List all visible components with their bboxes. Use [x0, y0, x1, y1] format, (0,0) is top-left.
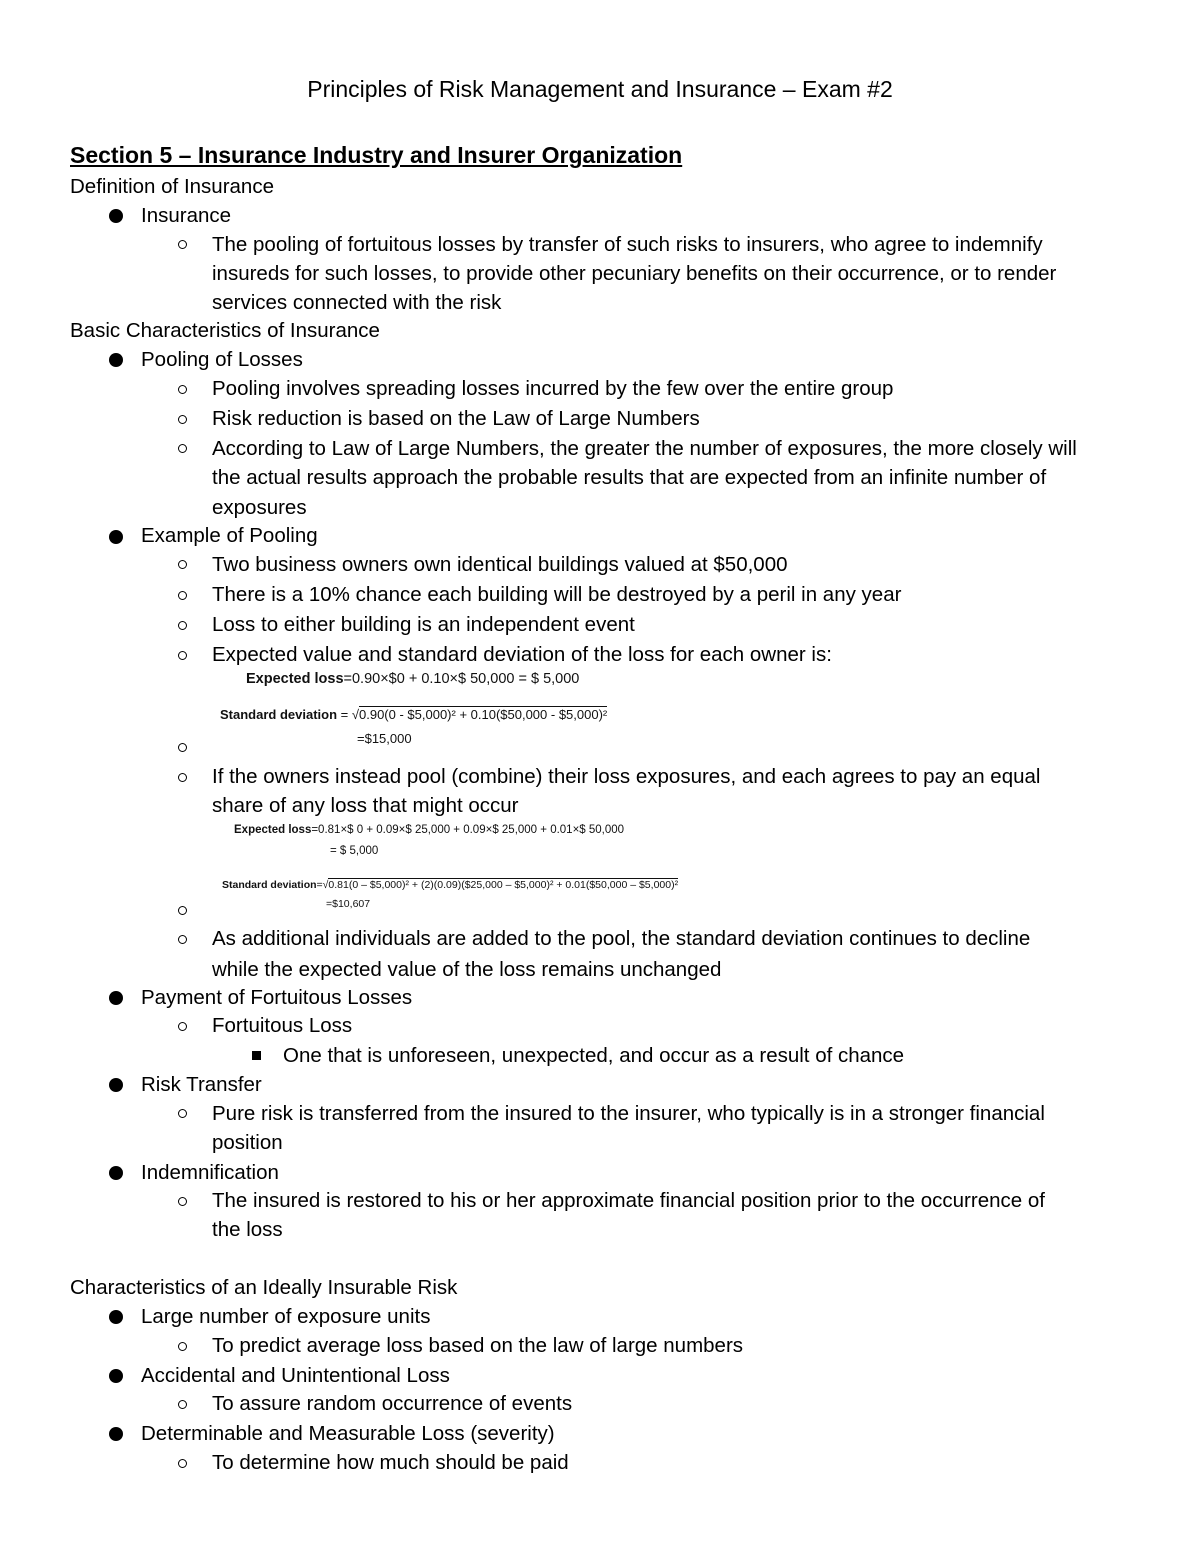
list-item-text: Fortuitous Loss [212, 1014, 353, 1037]
bullet-circle [178, 1459, 187, 1468]
formula-standard-deviation-single [220, 707, 607, 722]
formula-label: Standard deviation [222, 879, 317, 891]
list-item-text: exposures [212, 496, 307, 519]
bullet-dot [109, 991, 123, 1005]
list-item-text: As additional individuals are added to the pool, the standard deviation continues to decline [212, 927, 1031, 950]
list-item-text: the actual results approach the probable results that are expected from an infinite number of [212, 466, 1047, 489]
list-item: Example of Pooling [141, 524, 318, 547]
bullet-square [252, 1051, 261, 1060]
list-item-text: insureds for such losses, to provide other pecuniary benefits on their occurrence, or to render [212, 262, 1057, 285]
bullet-circle [178, 1109, 187, 1118]
formula-standard-deviation-pooled [222, 879, 678, 891]
list-item-text: The pooling of fortuitous losses by transfer of such risks to insurers, who agree to indemnify [212, 233, 1043, 256]
list-item-text: The insured is restored to his or her approximate financial position prior to the occurrence of [212, 1189, 1045, 1212]
list-item: Determinable and Measurable Loss (severity) [141, 1422, 555, 1445]
formula-radicand: 0.90(0 - $5,000)² + 0.10($50,000 - $5,000)² [359, 707, 608, 722]
document-title: Principles of Risk Management and Insurance – Exam #2 [307, 76, 893, 102]
sqrt-symbol: √ [351, 707, 359, 722]
topic-heading-definition: Definition of Insurance [70, 175, 274, 198]
list-item: Payment of Fortuitous Losses [141, 986, 413, 1009]
list-item: Indemnification [141, 1161, 279, 1184]
list-item-text: Pure risk is transferred from the insured to the insurer, who typically is in a stronger financial [212, 1102, 1045, 1125]
bullet-circle [178, 591, 187, 600]
formula-expected-loss-pooled [234, 824, 624, 836]
bullet-circle [178, 385, 187, 394]
formula-operator: = [316, 879, 323, 891]
formula-operator: = [337, 707, 352, 722]
bullet-circle [178, 906, 187, 915]
topic-heading-basic: Basic Characteristics of Insurance [70, 319, 380, 342]
formula-expected-loss-single [246, 671, 579, 687]
list-item-text: To predict average loss based on the law of large numbers [212, 1334, 744, 1357]
bullet-circle [178, 240, 187, 249]
bullet-circle [178, 415, 187, 424]
bullet-dot [109, 1310, 123, 1324]
list-item-text: To determine how much should be paid [212, 1451, 569, 1474]
list-item-text: According to Law of Large Numbers, the greater the number of exposures, the more closely will [212, 437, 1077, 460]
bullet-circle [178, 1400, 187, 1409]
list-item-text: Expected value and standard deviation of the loss for each owner is: [212, 643, 832, 666]
bullet-dot [109, 209, 123, 223]
bullet-circle [178, 773, 187, 782]
bullet-dot [109, 353, 123, 367]
list-item-text: share of any loss that might occur [212, 794, 519, 817]
list-item: Risk Transfer [141, 1073, 262, 1096]
bullet-circle [178, 1342, 187, 1351]
list-item-text: services connected with the risk [212, 291, 502, 314]
topic-heading-ideal: Characteristics of an Ideally Insurable Risk [70, 1276, 458, 1299]
list-item: Accidental and Unintentional Loss [141, 1364, 450, 1387]
list-item-text: while the expected value of the loss remains unchanged [212, 958, 722, 981]
formula-label: Standard deviation [220, 707, 338, 722]
list-item-text: There is a 10% chance each building will be destroyed by a peril in any year [212, 583, 902, 606]
section-heading: Section 5 – Insurance Industry and Insurer Organization [70, 142, 683, 168]
formula-expression: =0.90×$0 + 0.10×$ 50,000 = $ 5,000 [343, 671, 580, 687]
bullet-circle [178, 935, 187, 944]
formula-result: =$10,607 [326, 898, 371, 910]
list-item-text: position [212, 1131, 283, 1154]
bullet-dot [109, 1427, 123, 1441]
list-item-text: Risk reduction is based on the Law of Large Numbers [212, 407, 700, 430]
bullet-circle [178, 1022, 187, 1031]
formula-radicand: 0.81(0 – $5,000)² + (2)(0.09)($25,000 – $5,000)² + 0.01($50,000 – $5,000)² [328, 879, 679, 891]
bullet-circle [178, 621, 187, 630]
formula-result: = $ 5,000 [330, 845, 379, 857]
list-item: Large number of exposure units [141, 1305, 431, 1328]
bullet-circle [178, 560, 187, 569]
list-item-text: Loss to either building is an independent event [212, 613, 635, 636]
sqrt-symbol: √ [322, 879, 329, 891]
list-item-text: the loss [212, 1218, 283, 1241]
bullet-dot [109, 1166, 123, 1180]
bullet-circle [178, 1197, 187, 1206]
list-item: Insurance [141, 204, 232, 227]
formula-label: Expected loss [246, 671, 344, 687]
formula-result: =$15,000 [357, 731, 412, 746]
bullet-circle [178, 651, 187, 660]
list-item-text: Pooling involves spreading losses incurred by the few over the entire group [212, 377, 894, 400]
formula-expression: =0.81×$ 0 + 0.09×$ 25,000 + 0.09×$ 25,000 + 0.01×$ 50,000 [311, 824, 625, 836]
bullet-circle [178, 743, 187, 752]
bullet-circle [178, 444, 187, 453]
bullet-dot [109, 1078, 123, 1092]
formula-label: Expected loss [234, 824, 312, 836]
bullet-dot [109, 530, 123, 544]
bullet-dot [109, 1369, 123, 1383]
list-item-text: One that is unforeseen, unexpected, and occur as a result of chance [283, 1044, 905, 1067]
list-item: Pooling of Losses [141, 348, 303, 371]
list-item-text: To assure random occurrence of events [212, 1392, 573, 1415]
list-item-text: Two business owners own identical buildings valued at $50,000 [212, 553, 788, 576]
list-item-text: If the owners instead pool (combine) their loss exposures, and each agrees to pay an equal [212, 765, 1041, 788]
